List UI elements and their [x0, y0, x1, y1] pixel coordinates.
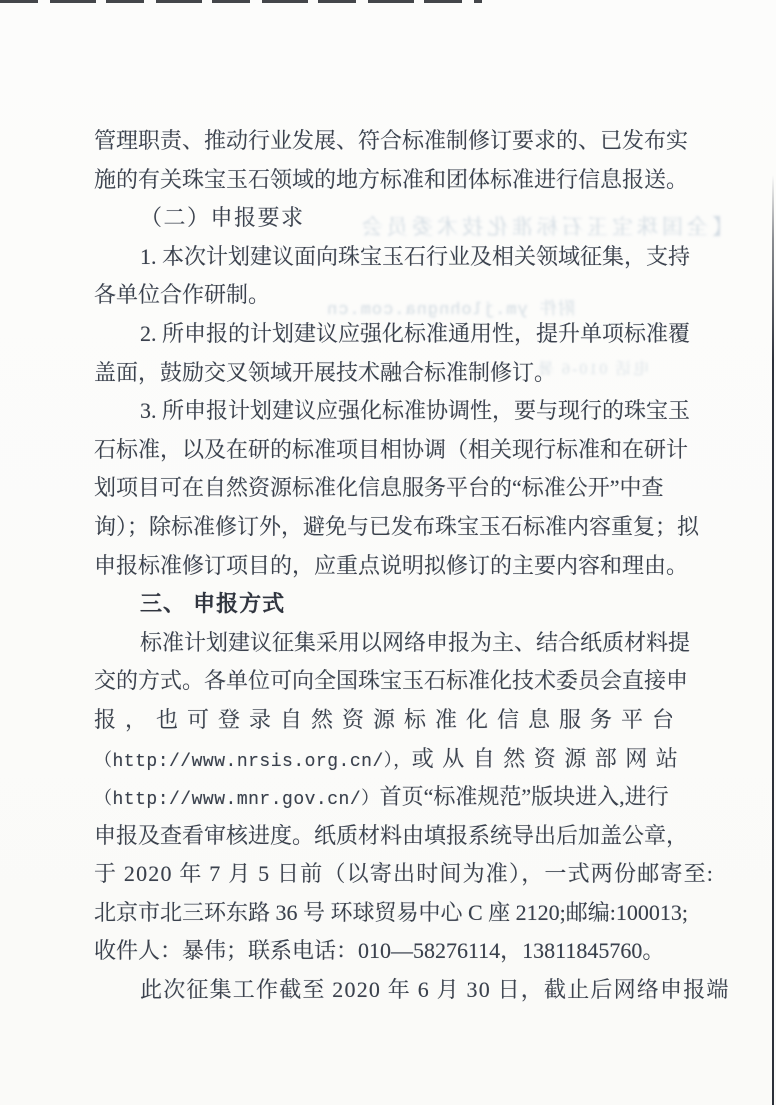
doc-line: 申报标准修订项目的，应重点说明拟修订的主要内容和理由。	[94, 552, 689, 578]
document-body	[94, 122, 730, 1010]
doc-line: 报，也可登录自然资源标准化信息服务平台	[94, 706, 684, 732]
doc-line: 管理职责、推动行业发展、符合标准制修订要求的、已发布实	[94, 128, 689, 153]
url-text: （http://www.nrsis.org.cn/），	[94, 751, 412, 772]
doc-line: 2. 所申报的计划建议应强化标准通用性，提升单项标准覆	[140, 320, 691, 346]
doc-line	[94, 778, 696, 817]
doc-line: 施的有关珠宝玉石领域的地方标准和团体标准进行信息报送。	[94, 166, 689, 192]
url-text: （http://www.mnr.gov.cn/）	[94, 790, 380, 811]
doc-line-tail: 首页“标准规范”版块进入,进行	[379, 784, 669, 810]
doc-line: 此次征集工作截至 2020 年 6 月 30 日，截止后网络申报端	[140, 977, 730, 1003]
doc-line: 北京市北三环东路 36 号 环球贸易中心 C 座 2120;邮编:100013;	[94, 899, 689, 925]
doc-line: 标准计划建议征集采用以网络申报为主、结合纸质材料提	[140, 629, 691, 655]
scan-edge-right-artifact	[772, 175, 774, 1105]
doc-line: 各单位合作研制。	[94, 282, 271, 308]
doc-line	[94, 740, 696, 779]
doc-line: 交的方式。各单位可向全国珠宝玉石标准化技术委员会直接申	[94, 668, 689, 694]
doc-line: 划项目可在自然资源标准化信息服务平台的“标准公开”中查	[94, 475, 664, 501]
doc-line: 3. 所申报计划建议应强化标准协调性，要与现行的珠宝玉	[140, 398, 691, 424]
scan-edge-top-artifact	[0, 0, 482, 3]
doc-line: 申报及查看审核进度。纸质材料由填报系统导出后加盖公章，	[94, 822, 689, 848]
bleed-through-ghost-text: 【全国珠宝玉石标准化技术委员会	[358, 215, 733, 239]
doc-line: 收件人：暴伟；联系电话：010—58276114，13811845760。	[94, 938, 665, 964]
bleed-through-ghost-text: 电话 010-6 暑	[536, 361, 650, 378]
bleed-through-ghost-text: 附件 ym.jlohngna.com.cn	[326, 301, 575, 320]
doc-line-tail: 或从自然资源部网站	[411, 745, 687, 771]
section-heading: 三、 申报方式	[140, 591, 286, 617]
subsection-heading: （二）申报要求	[140, 205, 305, 231]
doc-line: 于 2020 年 7 月 5 日前（以寄出时间为准），一式两份邮寄至:	[94, 861, 715, 887]
doc-line: 1. 本次计划建议面向珠宝玉石行业及相关领域征集，支持	[140, 243, 691, 269]
doc-line: 盖面，鼓励交叉领域开展技术融合标准制修订。	[94, 359, 557, 385]
doc-line: 询）；除标准修订外，避免与已发布珠宝玉石标准内容重复；拟	[94, 513, 700, 539]
doc-line: 石标准，以及在研的标准项目相协调（相关现行标准和在研计	[94, 436, 689, 462]
